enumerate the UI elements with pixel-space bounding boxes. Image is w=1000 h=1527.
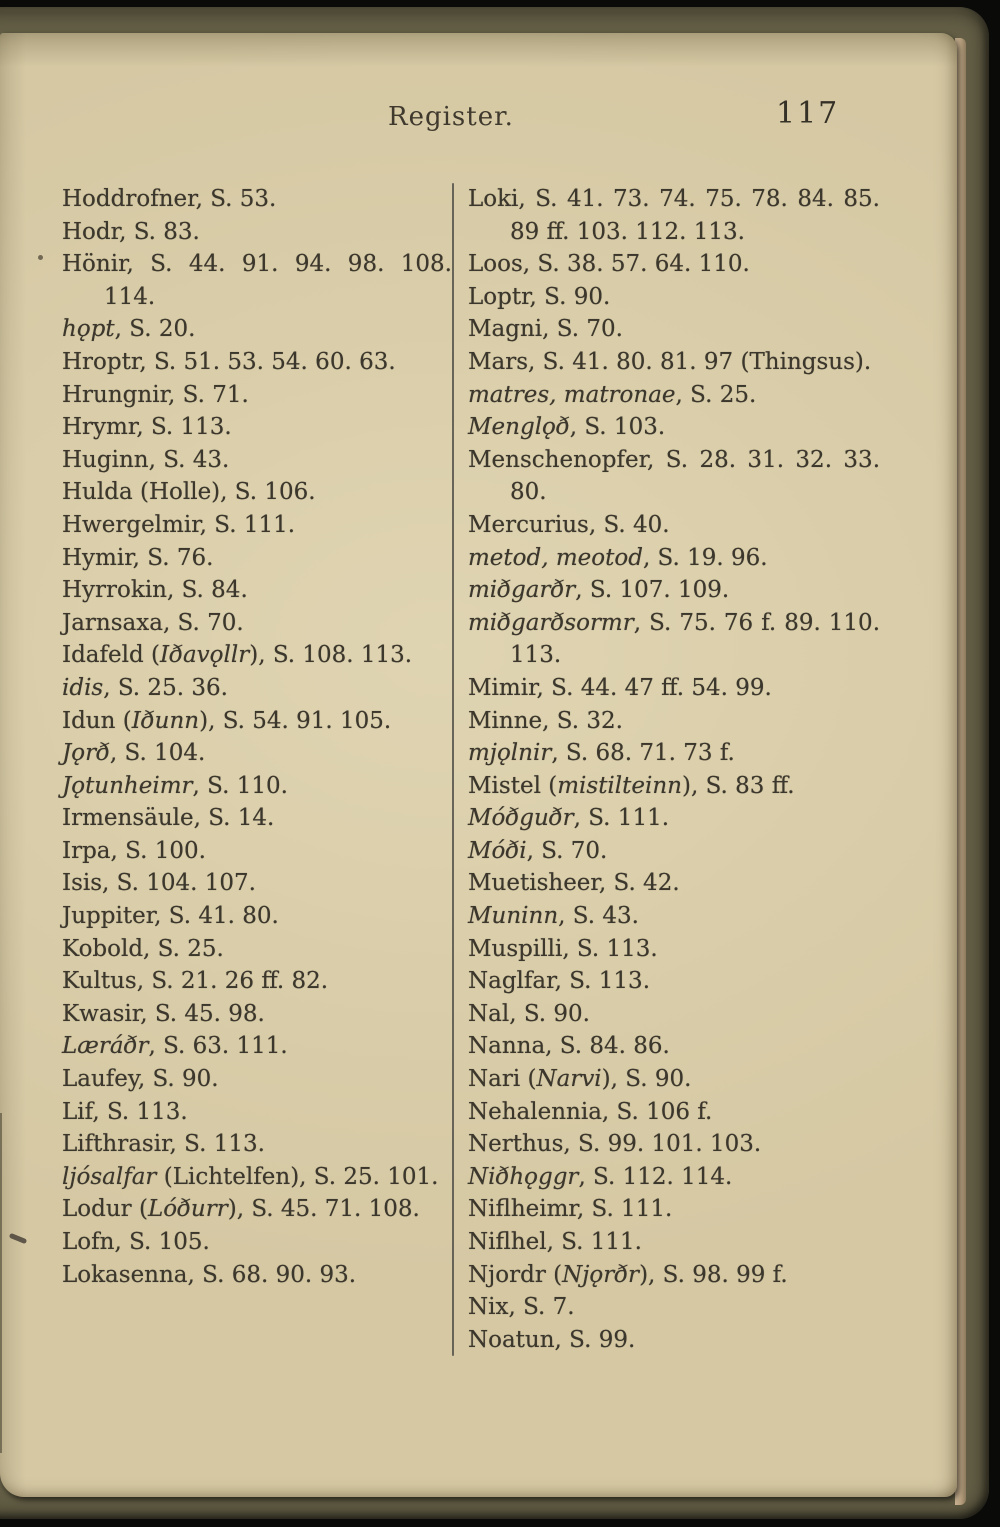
index-text: Hyrrokin, S. 84. (62, 577, 248, 604)
index-entry (468, 1324, 880, 1357)
index-entry (468, 933, 880, 966)
index-entry (468, 705, 880, 738)
index-entry (62, 1193, 452, 1226)
index-entry (62, 1161, 452, 1194)
index-entry (468, 574, 880, 607)
index-text: Huginn, S. 43. (62, 446, 230, 473)
index-text: , S. 63. 111. (148, 1033, 288, 1060)
index-text: Menschenopfer, S. 28. 31. 32. 33. 80. (468, 446, 880, 506)
index-text: Nari ( (468, 1066, 537, 1093)
index-text: , S. 110. (192, 772, 288, 799)
index-text: Hrungnir, S. 71. (62, 381, 249, 408)
index-text: Mercurius, S. 40. (468, 511, 670, 538)
index-entry (62, 248, 452, 313)
index-entry (62, 835, 452, 868)
index-entry (468, 1291, 880, 1324)
index-text: , S. 75. 76 f. 89. 110. 113. (510, 609, 880, 669)
index-entry (62, 313, 452, 346)
index-term-italic: Muninn (468, 903, 559, 930)
index-text: Lodur ( (62, 1196, 148, 1223)
index-entry (62, 1096, 452, 1129)
index-text: Hymir, S. 76. (62, 544, 214, 571)
index-entry (62, 1128, 452, 1161)
index-text: ), S. 54. 91. 105. (199, 707, 392, 734)
index-text: ), S. 108. 113. (249, 642, 413, 669)
index-text: , S. 19. 96. (642, 544, 768, 571)
index-entry (62, 476, 452, 509)
index-text: Hodr, S. 83. (62, 218, 200, 245)
index-text: Idun ( (62, 707, 132, 734)
index-entry (468, 1259, 880, 1292)
index-entry (468, 346, 880, 379)
index-text: , S. 112. 114. (578, 1163, 733, 1190)
index-term-italic: Narvi (536, 1066, 602, 1093)
index-term-italic: metod, meotod (468, 544, 643, 571)
index-text: Nerthus, S. 99. 101. 103. (468, 1131, 762, 1158)
index-text: Irmensäule, S. 14. (62, 805, 275, 832)
index-text: Mars, S. 41. 80. 81. 97 (Thingsus). (468, 348, 872, 375)
index-column-right (468, 183, 880, 1356)
index-text: ), S. 98. 99 f. (639, 1261, 788, 1288)
index-text: Hulda (Holle), S. 106. (62, 479, 316, 506)
index-text: Hrymr, S. 113. (62, 414, 232, 441)
index-text: , S. 20. (114, 316, 196, 343)
index-entry (468, 965, 880, 998)
index-text: Loptr, S. 90. (468, 283, 611, 310)
index-entry (468, 183, 880, 248)
index-entry (62, 574, 452, 607)
index-entry (62, 965, 452, 998)
index-term-italic: Menglǫð (468, 414, 570, 441)
index-entry (468, 1096, 880, 1129)
index-text: , S. 43. (558, 903, 639, 930)
column-divider (452, 183, 454, 1356)
index-entry (62, 183, 452, 216)
index-entry (468, 411, 880, 444)
index-text: Kultus, S. 21. 26 ff. 82. (62, 968, 329, 995)
index-entry (468, 509, 880, 542)
index-entry (62, 509, 452, 542)
index-entry (62, 933, 452, 966)
index-entry (468, 1161, 880, 1194)
index-entry (62, 998, 452, 1031)
index-entry (62, 737, 452, 770)
index-text: Nanna, S. 84. 86. (468, 1033, 670, 1060)
index-entry (468, 444, 880, 509)
index-text: Hönir, S. 44. 91. 94. 98. 108. 114. (62, 251, 452, 310)
index-text: , S. 70. (526, 837, 608, 864)
index-text: ), S. 90. (601, 1066, 692, 1093)
index-entry (468, 1128, 880, 1161)
index-text: Mistel ( (468, 772, 558, 799)
index-entry (62, 1259, 452, 1292)
index-entry (62, 1030, 452, 1063)
index-term-italic: mjǫlnir (468, 740, 552, 767)
index-text: ), S. 45. 71. 108. (227, 1196, 420, 1223)
index-entry (468, 1226, 880, 1259)
index-text: (Lichtelfen), S. 25. 101. (156, 1163, 439, 1190)
index-text: Kobold, S. 25. (62, 935, 224, 962)
index-text: Jarnsaxa, S. 70. (62, 609, 244, 636)
ink-speck (38, 255, 43, 260)
index-text: Juppiter, S. 41. 80. (62, 903, 279, 930)
index-entry (62, 672, 452, 705)
index-term-italic: Jǫrð (62, 740, 110, 767)
index-entry (468, 1193, 880, 1226)
index-text: , S. 68. 71. 73 f. (551, 740, 735, 767)
index-entry (62, 346, 452, 379)
page-number: 117 (776, 96, 840, 131)
index-text: , S. 25. (675, 381, 757, 408)
index-entry (468, 802, 880, 835)
spine-shadow-line (0, 1113, 2, 1453)
index-entry (468, 737, 880, 770)
index-text: Loos, S. 38. 57. 64. 110. (468, 251, 750, 278)
index-text: Hoddrofner, S. 53. (62, 186, 277, 212)
index-entry (62, 1063, 452, 1096)
index-entry (62, 411, 452, 444)
book-page (0, 33, 957, 1497)
index-term-italic: matres, matronae (468, 381, 676, 408)
index-columns (62, 183, 880, 1356)
index-term-italic: hǫpt (62, 316, 115, 343)
index-entry (468, 313, 880, 346)
index-text: , S. 103. (569, 414, 666, 441)
index-entry (62, 705, 452, 738)
index-term-italic: Læráðr (62, 1033, 149, 1060)
index-term-italic: Jǫtunheimr (62, 772, 193, 799)
index-entry (468, 1030, 880, 1063)
index-text: Isis, S. 104. 107. (62, 870, 256, 897)
index-term-italic: Móði (468, 837, 527, 864)
index-entry (62, 1226, 452, 1259)
index-entry (62, 379, 452, 412)
index-text: Noatun, S. 99. (468, 1326, 636, 1353)
index-entry (468, 248, 880, 281)
index-text: Hwergelmir, S. 111. (62, 511, 296, 538)
index-text: , S. 104. (109, 740, 206, 767)
index-term-italic: ljósalfar (62, 1163, 157, 1190)
index-entry (468, 770, 880, 803)
index-term-italic: Niðhǫggr (468, 1163, 579, 1190)
index-entry (62, 900, 452, 933)
index-text: Irpa, S. 100. (62, 837, 206, 864)
index-entry (468, 281, 880, 314)
index-term-italic: Móðguðr (468, 805, 574, 832)
index-entry (468, 542, 880, 575)
index-text: Nix, S. 7. (468, 1294, 575, 1321)
index-text: Lokasenna, S. 68. 90. 93. (62, 1261, 357, 1288)
index-text: Naglfar, S. 113. (468, 968, 651, 995)
index-entry (62, 770, 452, 803)
index-term-italic: Iðunn (131, 707, 200, 734)
index-term-italic: Njǫrðr (562, 1261, 640, 1288)
index-entry (62, 802, 452, 835)
index-text: Mimir, S. 44. 47 ff. 54. 99. (468, 674, 772, 701)
index-text: Minne, S. 32. (468, 707, 623, 734)
index-text: ), S. 83 ff. (681, 772, 795, 799)
index-term-italic: miðgarðsormr (468, 609, 634, 636)
index-text: Magni, S. 70. (468, 316, 623, 343)
index-term-italic: Lóðurr (147, 1196, 228, 1223)
index-text: Niflhel, S. 111. (468, 1229, 642, 1255)
index-text: Muspilli, S. 113. (468, 935, 658, 962)
index-entry (62, 216, 452, 249)
index-entry (468, 1063, 880, 1096)
index-text: , S. 25. 36. (103, 674, 228, 701)
index-term-italic: idis (62, 674, 104, 701)
index-text: Lofn, S. 105. (62, 1229, 210, 1255)
index-entry (468, 900, 880, 933)
index-entry (468, 867, 880, 900)
index-text: Loki, S. 41. 73. 74. 75. 78. 84. 85. 89 ff. 103. 112. 113. (468, 186, 880, 245)
running-title: Register. (388, 102, 514, 132)
index-entry (62, 639, 452, 672)
index-entry (62, 867, 452, 900)
index-text: Nehalennia, S. 106 f. (468, 1098, 713, 1125)
index-entry (62, 542, 452, 575)
index-entry (468, 835, 880, 868)
index-term-italic: mistilteinn (557, 772, 682, 799)
index-term-italic: Iðavǫllr (160, 642, 250, 669)
index-text: Muetisheer, S. 42. (468, 870, 680, 897)
index-text: Njordr ( (468, 1261, 563, 1288)
index-text: Lifthrasir, S. 113. (62, 1131, 265, 1158)
index-text: Kwasir, S. 45. 98. (62, 1000, 265, 1027)
index-entry (468, 379, 880, 412)
index-text: Idafeld ( (62, 642, 161, 669)
index-text: Lif, S. 113. (62, 1098, 188, 1125)
index-text: , S. 107. 109. (575, 577, 730, 604)
index-text: Laufey, S. 90. (62, 1066, 219, 1093)
index-text: Hroptr, S. 51. 53. 54. 60. 63. (62, 348, 396, 375)
index-entry (468, 672, 880, 705)
margin-pencil-mark (9, 1233, 28, 1244)
index-text: Nal, S. 90. (468, 1000, 590, 1027)
index-entry (468, 607, 880, 672)
index-text: , S. 111. (573, 805, 670, 832)
index-entry (62, 607, 452, 640)
index-term-italic: miðgarðr (468, 577, 576, 604)
index-entry (62, 444, 452, 477)
index-text: Niflheimr, S. 111. (468, 1196, 673, 1223)
index-entry (468, 998, 880, 1031)
index-column-left (62, 183, 452, 1356)
